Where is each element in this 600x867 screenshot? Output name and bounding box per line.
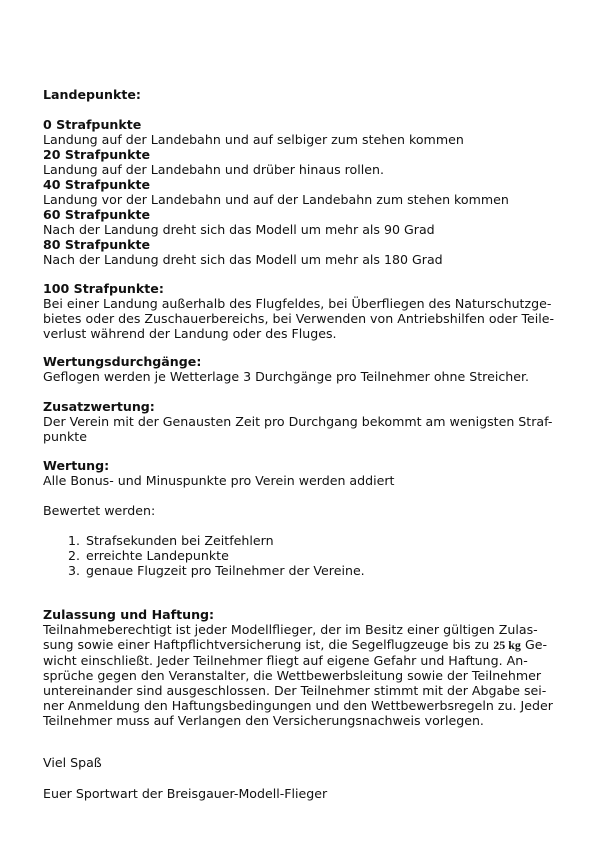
list-item-text: Strafsekunden bei Zeitfehlern bbox=[86, 533, 274, 548]
zulassung-line: sprüche gegen den Veranstalter, die Wettbewerbsleitung sowie der Teilnehmer bbox=[43, 668, 542, 683]
landepunkte-heading: Landepunkte: bbox=[43, 87, 141, 102]
zusatzwertung-section bbox=[43, 399, 553, 444]
closing-greeting: Viel Spaß bbox=[43, 755, 102, 770]
zulassung-line-start: sung sowie einer Haftpflichtversicherung ist, die Segelflugzeuge bis zu bbox=[43, 637, 490, 652]
zulassung-section bbox=[43, 607, 553, 728]
strafpunkte-40-title: 40 Strafpunkte bbox=[43, 177, 151, 192]
strafpunkte-100-line: Bei einer Landung außerhalb des Flugfeldes, bei Überfliegen des Naturschutzge- bbox=[43, 296, 552, 311]
zusatzwertung-line: punkte bbox=[43, 429, 87, 444]
strafpunkte-100-section bbox=[43, 281, 553, 341]
strafpunkte-60-text: Nach der Landung dreht sich das Modell um mehr als 90 Grad bbox=[43, 222, 435, 237]
zusatzwertung-heading: Zusatzwertung: bbox=[43, 399, 155, 414]
strafpunkte-20-text: Landung auf der Landebahn und drüber hinaus rollen. bbox=[43, 162, 384, 177]
bewertet-section bbox=[43, 503, 553, 518]
zulassung-line-weight bbox=[43, 637, 553, 653]
strafpunkte-80-text: Nach der Landung dreht sich das Modell um mehr als 180 Grad bbox=[43, 252, 443, 267]
wertungsdurchgaenge-text: Geflogen werden je Wetterlage 3 Durchgänge pro Teilnehmer ohne Streicher. bbox=[43, 369, 530, 384]
closing-signature-block bbox=[43, 786, 553, 801]
list-item-text: erreichte Landepunkte bbox=[86, 548, 229, 563]
weight-limit: 25 kg bbox=[493, 638, 521, 652]
zusatzwertung-line: Der Verein mit der Genausten Zeit pro Durchgang bekommt am wenigsten Straf- bbox=[43, 414, 553, 429]
wertung-text: Alle Bonus- und Minuspunkte pro Verein werden addiert bbox=[43, 473, 395, 488]
zulassung-line: ner Anmeldung den Haftungsbedingungen und den Wettbewerbsregeln zu. Jeder bbox=[43, 698, 553, 713]
list-number: 3. bbox=[67, 563, 80, 578]
zulassung-line: wicht einschließt. Jeder Teilnehmer fliegt auf eigene Gefahr und Haftung. An- bbox=[43, 653, 528, 668]
wertungsdurchgaenge-heading: Wertungsdurchgänge: bbox=[43, 354, 202, 369]
closing-signature: Euer Sportwart der Breisgauer-Modell-Flieger bbox=[43, 786, 328, 801]
landepunkte-list bbox=[43, 117, 553, 267]
strafpunkte-100-heading: 100 Strafpunkte: bbox=[43, 281, 164, 296]
wertung-heading: Wertung: bbox=[43, 458, 110, 473]
zulassung-line: untereinander sind ausgeschlossen. Der Teilnehmer stimmt mit der Abgabe sei- bbox=[43, 683, 547, 698]
list-item-text: genaue Flugzeit pro Teilnehmer der Vereine. bbox=[86, 563, 365, 578]
list-item bbox=[60, 533, 570, 548]
strafpunkte-0-title: 0 Strafpunkte bbox=[43, 117, 142, 132]
strafpunkte-40-text: Landung vor der Landebahn und auf der Landebahn zum stehen kommen bbox=[43, 192, 509, 207]
bewertet-list bbox=[60, 533, 570, 578]
zulassung-line: Teilnehmer muss auf Verlangen den Versicherungsnachweis vorlegen. bbox=[43, 713, 484, 728]
closing-greeting-block bbox=[43, 755, 553, 770]
strafpunkte-100-line: bietes oder des Zuschauerbereichs, bei Verwenden von Antriebshilfen oder Teile- bbox=[43, 311, 555, 326]
zulassung-heading: Zulassung und Haftung: bbox=[43, 607, 215, 622]
wertung-section bbox=[43, 458, 553, 488]
wertungsdurchgaenge-section bbox=[43, 354, 553, 384]
list-number: 2. bbox=[67, 548, 80, 563]
zulassung-line: Teilnahmeberechtigt ist jeder Modellflieger, der im Besitz einer gültigen Zulas- bbox=[43, 622, 538, 637]
strafpunkte-100-line: verlust während der Landung oder des Fluges. bbox=[43, 326, 337, 341]
list-item bbox=[60, 548, 570, 563]
list-number: 1. bbox=[67, 533, 80, 548]
bewertet-intro: Bewertet werden: bbox=[43, 503, 156, 518]
zulassung-line-end: Ge- bbox=[524, 637, 547, 652]
landepunkte-section bbox=[43, 87, 553, 102]
strafpunkte-0-text: Landung auf der Landebahn und auf selbiger zum stehen kommen bbox=[43, 132, 464, 147]
strafpunkte-60-title: 60 Strafpunkte bbox=[43, 207, 151, 222]
strafpunkte-80-title: 80 Strafpunkte bbox=[43, 237, 151, 252]
list-item bbox=[60, 563, 570, 578]
strafpunkte-20-title: 20 Strafpunkte bbox=[43, 147, 151, 162]
